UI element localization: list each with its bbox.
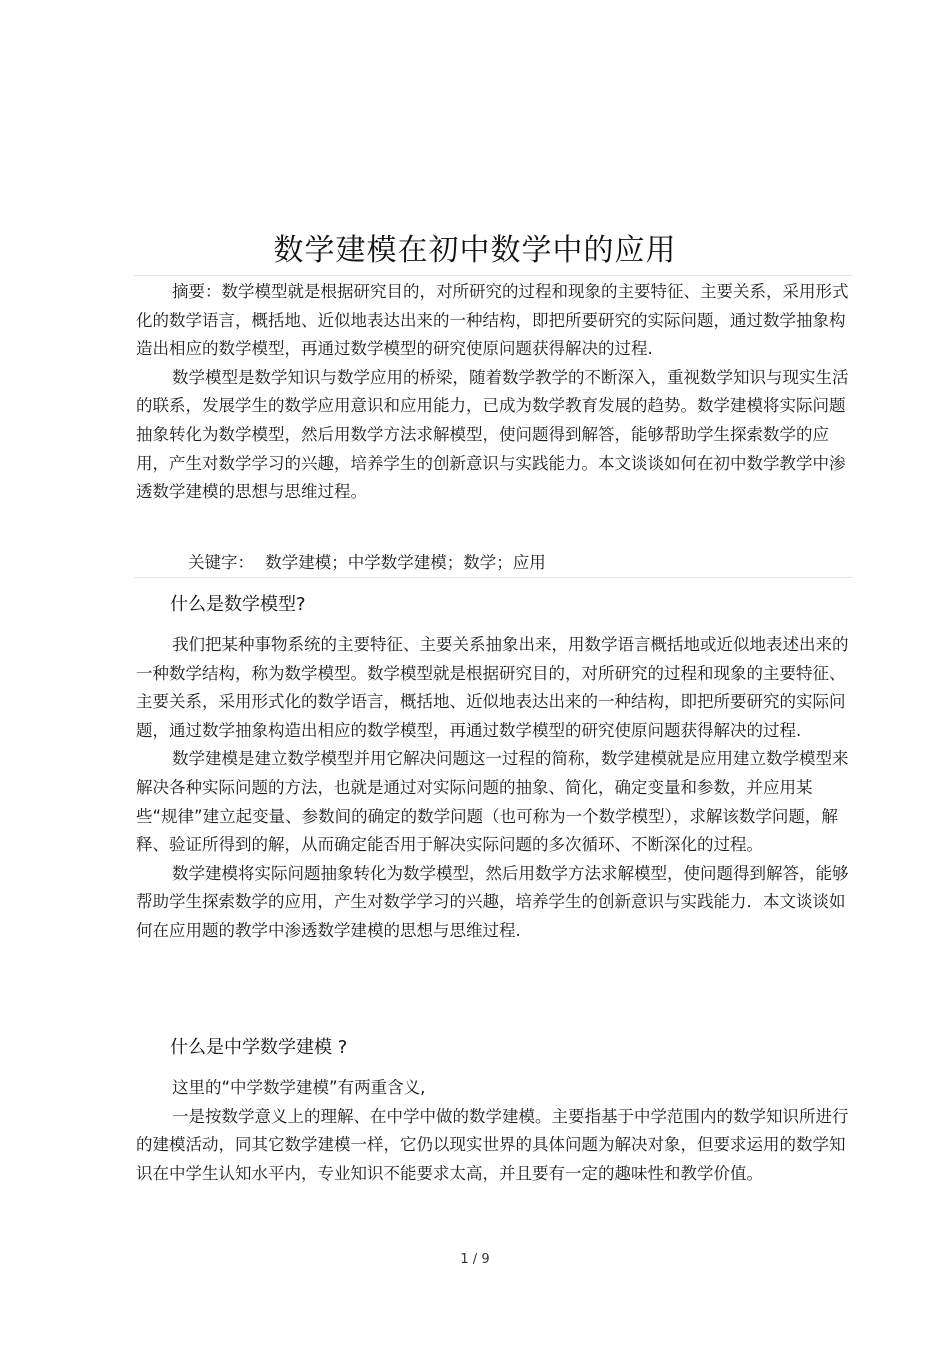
page-number: 1 / 9 [460,1252,490,1267]
body-paragraph: 数学建模是建立数学模型并用它解决问题这一过程的简称，数学建模就是应用建立数学模型来解决各种实际问题的方法，也就是通过对实际问题的抽象、简化，确定变量和参数，并应用某些“规律”建立起变量、参数间的确定的数学问题（也可称为一个数学模型），求解该数学问题，解释、验证所得到的解，从而确定能否用于解决实际问题的多次循环、不断深化的过程。 [136,749,849,855]
keywords-line: 关键字： 数学建模；中学数学建模；数学；应用 [188,553,546,572]
abstract-paragraph: 摘要：数学模型就是根据研究目的，对所研究的过程和现象的主要特征、主要关系，采用形式化的数学语言，概括地、近似地表达出来的一种结构，即把所要研究的实际问题，通过数学抽象构造出相应的数学模型，再通过数学模型的研究使原问题获得解决的过程. [136,282,849,359]
body-paragraph: 数学建模将实际问题抽象转化为数学模型，然后用数学方法求解模型，使问题得到解答，能够帮助学生探索数学的应用，产生对数学学习的兴趣，培养学生的创新意识与实践能力．本文谈谈如何在应用题的教学中渗透数学建模的思想与思维过程. [136,863,849,940]
document-title: 数学建模在初中数学中的应用 [273,233,677,268]
abstract-paragraph: 数学模型是数学知识与数学应用的桥梁，随着数学教学的不断深入，重视数学知识与现实生活的联系，发展学生的数学应用意识和应用能力，已成为数学教育发展的趋势。数学建模将实际问题抽象转化为数学模型，然后用数学方法求解模型，使问题得到解答，能够帮助学生探索数学的应用，产生对数学学习的兴趣，培养学生的创新意识与实践能力。本文谈谈如何在初中数学教学中渗透数学建模的思想与思维过程。 [136,367,849,502]
section-heading: 什么是数学模型? [170,594,306,615]
section-body [136,1074,852,1188]
section-body [136,631,852,946]
body-paragraph: 我们把某种事物系统的主要特征、主要关系抽象出来，用数学语言概括地或近似地表述出来的一种数学结构，称为数学模型。数学模型就是根据研究目的，对所研究的过程和现象的主要特征、主要关系，采用形式化的数学语言，概括地、近似地表达出来的一种结构，即把所要研究的实际问题，通过数学抽象构造出相应的数学模型，再通过数学模型的研究使原问题获得解决的过程. [136,635,849,740]
abstract-top-rule [134,275,852,276]
body-paragraph: 一是按数学意义上的理解、在中学中做的数学建模。主要指基于中学范围内的数学知识所进行的建模活动，同其它数学建模一样，它仍以现实世界的具体问题为解决对象，但要求运用的数学知识在中学生认知水平内，专业知识不能要求太高，并且要有一定的趣味性和教学价值。 [136,1106,849,1183]
abstract-block [136,278,852,507]
body-paragraph: 这里的“中学数学建模”有两重含义, [172,1078,426,1097]
abstract-bottom-rule [134,577,852,578]
section-heading: 什么是中学数学建模 ? [170,1037,348,1058]
